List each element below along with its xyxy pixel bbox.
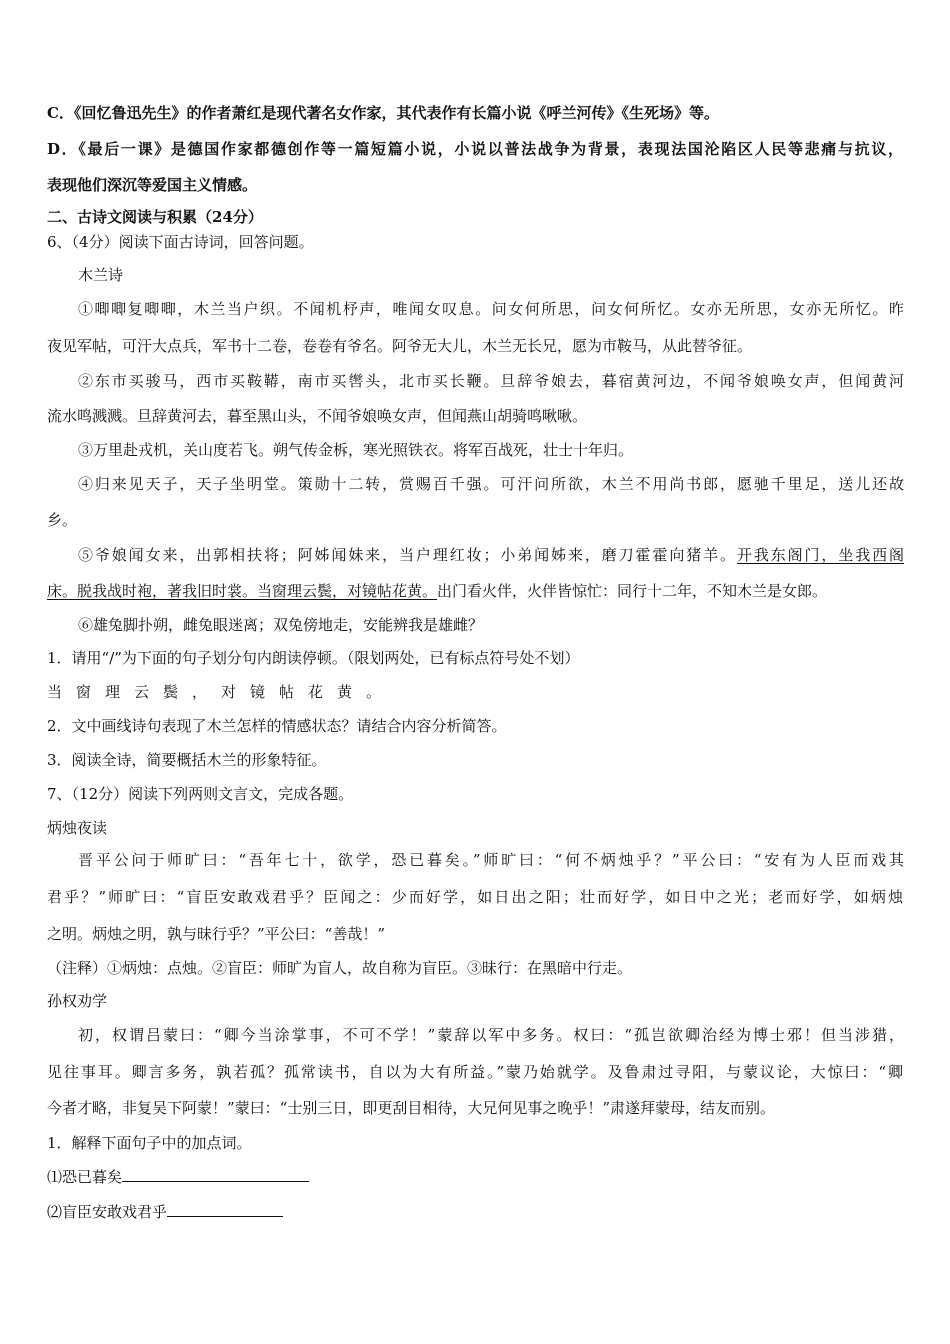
text1-title: 炳烛夜读 [47,819,108,837]
text1-line-2: 君乎？”师旷曰：“盲臣安敢戏君乎？臣闻之：少而好学，如日出之阳；壮而好学，如日中之光；老而好学，如炳烛 [47,888,903,906]
q7-item-1 [47,1167,309,1187]
q7-header: 7、（12分）阅读下列两则文言文，完成各题。 [47,785,354,803]
poem-p4-line-1: ④归来见天子，天子坐明堂。策勋十二转，赏赐百千强。可汗问所欲，木兰不用尚书郎，愿驰千里足，送儿还故 [78,475,904,493]
poem-p5-underlined-a: 开我东阁门，坐我西阁 [736,546,904,564]
poem-p5-underlined-b: 床。脱我战时袍，著我旧时裳。当窗理云鬓，对镜帖花黄。 [47,582,438,600]
text2-line-2: 见往事耳。卿言多务，孰若孤？孤常读书，自以为大有所益。”蒙乃始就学。及鲁肃过寻阳，与蒙议论，大惊曰：“卿 [47,1063,903,1081]
section-title: 二、古诗文阅读与积累（24分） [47,208,263,226]
text2-line-1: 初，权谓吕蒙曰：“卿今当涂掌事，不可不学！”蒙辞以军中多务。权曰：“孤岂欲卿治经为博士邪！但当涉猎， [78,1026,904,1044]
poem-p4-line-2: 乡。 [47,511,78,529]
poem-p5-line-1 [78,545,904,565]
poem-p5-plain-b: 出门看火伴，火伴皆惊忙：同行十二年，不知木兰是女郎。 [437,582,828,600]
text2-title: 孙权劝学 [47,992,108,1010]
q6-sub1-sentence: 当窗理云鬓，对镜帖花黄。 [47,683,396,701]
poem-title: 木兰诗 [78,266,124,284]
q7-item-2 [47,1202,283,1222]
poem-p3: ③万里赴戎机，关山度若飞。朔气传金柝，寒光照铁衣。将军百战死，壮士十年归。 [78,441,634,459]
q6-sub2: 2．文中画线诗句表现了木兰怎样的情感状态？请结合内容分析简答。 [47,717,507,735]
q7-sub1: 1．解释下面句子中的加点词。 [47,1134,252,1152]
poem-p6: ⑥雄兔脚扑朔，雌兔眼迷离；双兔傍地走，安能辨我是雄雌？ [78,616,484,634]
poem-p5-plain-a: ⑤爷娘闻女来，出郭相扶将；阿姊闻妹来，当户理红妆；小弟闻姊来，磨刀霍霍向猪羊。 [78,546,737,564]
option-d-line-1: D．《最后一课》是德国作家都德创作等一篇短篇小说，小说以普法战争为背景，表现法国沦陷区人民等悲痛与抗议， [47,140,903,158]
poem-p1-line-1: ①唧唧复唧唧，木兰当户织。不闻机杼声，唯闻女叹息。问女何所思，问女何所忆。女亦无所思，女亦无所忆。昨 [78,300,904,318]
q6-sub3: 3．阅读全诗，简要概括木兰的形象特征。 [47,751,327,769]
poem-p1-line-2: 夜见军帖，可汗大点兵，军书十二卷，卷卷有爷名。阿爷无大儿，木兰无长兄，愿为市鞍马，从此替爷征。 [47,337,753,355]
answer-blank-1[interactable] [122,1167,309,1182]
text1-notes: （注释）①炳烛：点烛。②盲臣：师旷为盲人，故自称为盲臣。③昧行：在黑暗中行走。 [47,959,633,977]
text2-line-3: 今者才略，非复吴下阿蒙！”蒙曰：“士别三日，即更刮目相待，大兄何见事之晚乎！”肃遂拜蒙母，结友而别。 [47,1099,776,1117]
option-c: C．《回忆鲁迅先生》的作者萧红是现代著名女作家，其代表作有长篇小说《呼兰河传》《生死场》等。 [47,104,719,122]
answer-blank-2[interactable] [167,1202,283,1217]
poem-p5-line-2 [47,581,827,601]
q6-sub1: 1．请用“/”为下面的句子划分句内朗读停顿。（限划两处，已有标点符号处不划） [47,649,580,667]
poem-p2-line-2: 流水鸣溅溅。旦辞黄河去，暮至黑山头，不闻爷娘唤女声，但闻燕山胡骑鸣啾啾。 [47,407,588,425]
text1-line-1: 晋平公问于师旷曰：“吾年七十，欲学，恐已暮矣。”师旷曰：“何不炳烛乎？”平公曰：“安有为人臣而戏其 [78,851,904,869]
poem-p2-line-1: ②东市买骏马，西市买鞍鞯，南市买辔头，北市买长鞭。旦辞爷娘去，暮宿黄河边，不闻爷娘唤女声，但闻黄河 [78,372,904,390]
text1-line-3: 之明。炳烛之明，孰与昧行乎？”平公曰：“善哉！” [47,925,386,943]
q6-header: 6、（4分）阅读下面古诗词，回答问题。 [47,233,314,251]
q7-item-2-text: ⑵盲臣安敢戏君乎 [47,1203,168,1221]
q7-item-1-text: ⑴恐已暮矣 [47,1168,123,1186]
option-d-line-2: 表现他们深沉等爱国主义情感。 [47,176,258,194]
